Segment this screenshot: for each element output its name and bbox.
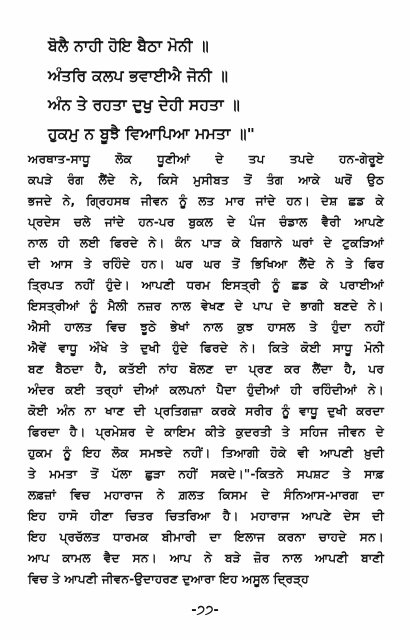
prose-line: ਇਹ ਹਾਸੋ ਹੀਣਾ ਚਿਤਰ ਚਿਤਰਿਆ ਹੈ। ਮਹਾਰਾਜ ਆਪਣੇ ਦੇਸ ਦੀ: [28, 509, 384, 523]
prose-line: ਤ੍ਰਿਪਤ ਨਹੀਂ ਹੁੰਦੇ। ਆਪਣੀ ਧਰਮ ਇਸਤ੍ਰੀ ਨੂੰ ਛਡ ਕੇ ਪਰਾਈਆਂ: [28, 278, 384, 292]
prose-line: ਫਿਰਦਾ ਹੈ। ਪ੍ਰਮੇਸ਼ਰ ਦੇ ਕਾਇਮ ਕੀਤੇ ਕੁਦਰਤੀ ਤੇ ਸਹਿਜ ਜੀਵਨ ਦੇ: [28, 425, 384, 439]
prose-line: ਬਣ ਬੈਠਦਾ ਹੈ, ਕਤੱਈ ਨਾਂਹ ਬੋਲਣ ਦਾ ਪ੍ਰਣ ਕਰ ਲੈਂਦਾ ਹੈ, ਪਰ: [28, 362, 384, 376]
prose-line: ਲਫ਼ਜ਼ਾਂ ਵਿਚ ਮਹਾਰਾਜ ਨੇ ਗ਼ਲਤ ਕਿਸਮ ਦੇ ਸੰਨਿਆਸ-ਮਾਰਗ ਦਾ: [28, 488, 384, 502]
prose-line: ਦੀ ਆਸ ਤੇ ਰਹਿੰਦੇ ਹਨ। ਘਰ ਘਰ ਤੋਂ ਭਿਖਿਆ ਲੈਂਦੇ ਨੇ ਤੇ ਫਿਰ: [28, 257, 384, 271]
verse-line: ਅੰਨ ਤੇ ਰਹਤਾ ਦੁਖੁ ਦੇਹੀ ਸਹਤਾ ॥: [48, 96, 240, 114]
prose-line: ਭਜਦੇ ਨੇ, ਗ੍ਰਿਹਸਥ ਜੀਵਨ ਨੂੰ ਲਤ ਮਾਰ ਜਾਂਦੇ ਹਨ। ਦੇਸ਼ ਛਡ ਕੇ: [28, 194, 384, 208]
prose-line: ਕੋਈ ਅੰਨ ਨਾ ਖਾਣ ਦੀ ਪ੍ਰਤਿਗਜ਼ਾ ਕਰਕੇ ਸਰੀਰ ਨੂੰ ਵਾਧੂ ਦੁਖੀ ਕਰਦਾ: [28, 404, 384, 418]
prose-line: ਇਹ ਪ੍ਰਚੱਲਤ ਧਾਰਮਕ ਬੀਮਾਰੀ ਦਾ ਇਲਾਜ ਕਰਨਾ ਚਾਹਦੇ ਸਨ।: [28, 530, 384, 544]
prose-line: ਅੰਦਰ ਕਈ ਤਰ੍ਹਾਂ ਦੀਆਂ ਕਲਪਨਾਂ ਪੈਦਾ ਹੁੰਦੀਆਂ ਹੀ ਰਹਿੰਦੀਆਂ ਨੇ।: [28, 383, 384, 397]
prose-line: ਐਸੀ ਹਾਲਤ ਵਿਚ ਝੂਠੇ ਭੇਖਾਂ ਨਾਲ ਕੁਝ ਹਾਸਲ ਤੇ ਹੁੰਦਾ ਨਹੀਂ: [28, 320, 384, 334]
prose-line: ਐਵੇਂ ਵਾਧੂ ਔਖੇ ਤੇ ਦੁਖੀ ਹੁੰਦੇ ਫਿਰਦੇ ਨੇ। ਕਿਤੇ ਕੋਈ ਸਾਧੂ ਮੋਨੀ: [28, 341, 384, 355]
verse-line: ਬੋਲੈ ਨਾਹੀ ਹੋਇ ਬੈਠਾ ਮੋਨੀ ॥: [48, 37, 209, 55]
prose-line: ਅਰਥਾਤ-ਸਾਧੂ ਲੋਕ ਧੂਣੀਆਂ ਦੇ ਤਪ ਤਪਦੇ ਹਨ-ਗੇਰੂਏ: [28, 152, 384, 166]
verse-line: ਅੰਤਰਿ ਕਲਪ ਭਵਾਈਐ ਜੋਨੀ ॥: [48, 67, 229, 85]
prose-line: ਹੁਕਮ ਨੂੰ ਇਹ ਲੋਕ ਸਮਝਦੇ ਨਹੀਂ। ਤਿਆਗੀ ਹੋਕੇ ਵੀ ਆਪਣੀ ਖ਼ੁਦੀ: [28, 446, 384, 460]
prose-line: ਨਾਲ ਹੀ ਲਈ ਫਿਰਦੇ ਨੇ। ਕੰਨ ਪਾੜ ਕੇ ਬਿਗਾਨੇ ਘਰਾਂ ਦੇ ਟੁਕੜਿਆਂ: [28, 236, 384, 250]
prose-line: ਵਿਚ ਤੇ ਆਪਣੀ ਜੀਵਨ-ਉਦਾਹਰਣ ਦੁਆਰਾ ਇਹ ਅਸੂਲ ਦ੍ਰਿੜ੍ਹ: [28, 572, 309, 586]
prose-line: ਕਪੜੇ ਰੰਗ ਲੈਂਦੇ ਨੇ, ਕਿਸੇ ਮੁਸੀਬਤ ਤੋਂ ਤੰਗ ਆਕੇ ਘਰੋਂ ਉਠ: [28, 173, 384, 187]
prose-line: ਤੇ ਮਮਤਾ ਤੋਂ ਪੱਲਾ ਛੁੜਾ ਨਹੀਂ ਸਕਦੇ।"-ਕਿਤਨੇ ਸਪਸ਼ਟ ਤੇ ਸਾਫ਼: [28, 467, 384, 481]
prose-line: ਪ੍ਰਦੇਸ ਚਲੇ ਜਾਂਦੇ ਹਨ-ਪਰ ਬੁਕਲ ਦੇ ਪੰਜ ਚੰਡਾਲ ਵੈਰੀ ਆਪਣੇ: [28, 215, 384, 229]
prose-line: ਇਸਤ੍ਰੀਆਂ ਨੂੰ ਮੈਲੀ ਨਜ਼ਰ ਨਾਲ ਵੇਖਣ ਦੇ ਪਾਪ ਦੇ ਭਾਗੀ ਬਣਦੇ ਨੇ।: [28, 299, 384, 313]
prose-line: ਆਪ ਕਾਮਲ ਵੈਦ ਸਨ। ਆਪ ਨੇ ਬੜੇ ਜ਼ੋਰ ਨਾਲ ਆਪਣੀ ਬਾਣੀ: [28, 551, 384, 565]
page-number: -੭੭-: [191, 603, 219, 618]
verse-line: ਹੁਕਮੁ ਨ ਬੂਝੈ ਵਿਆਪਿਆ ਮਮਤਾ ॥": [48, 125, 256, 143]
